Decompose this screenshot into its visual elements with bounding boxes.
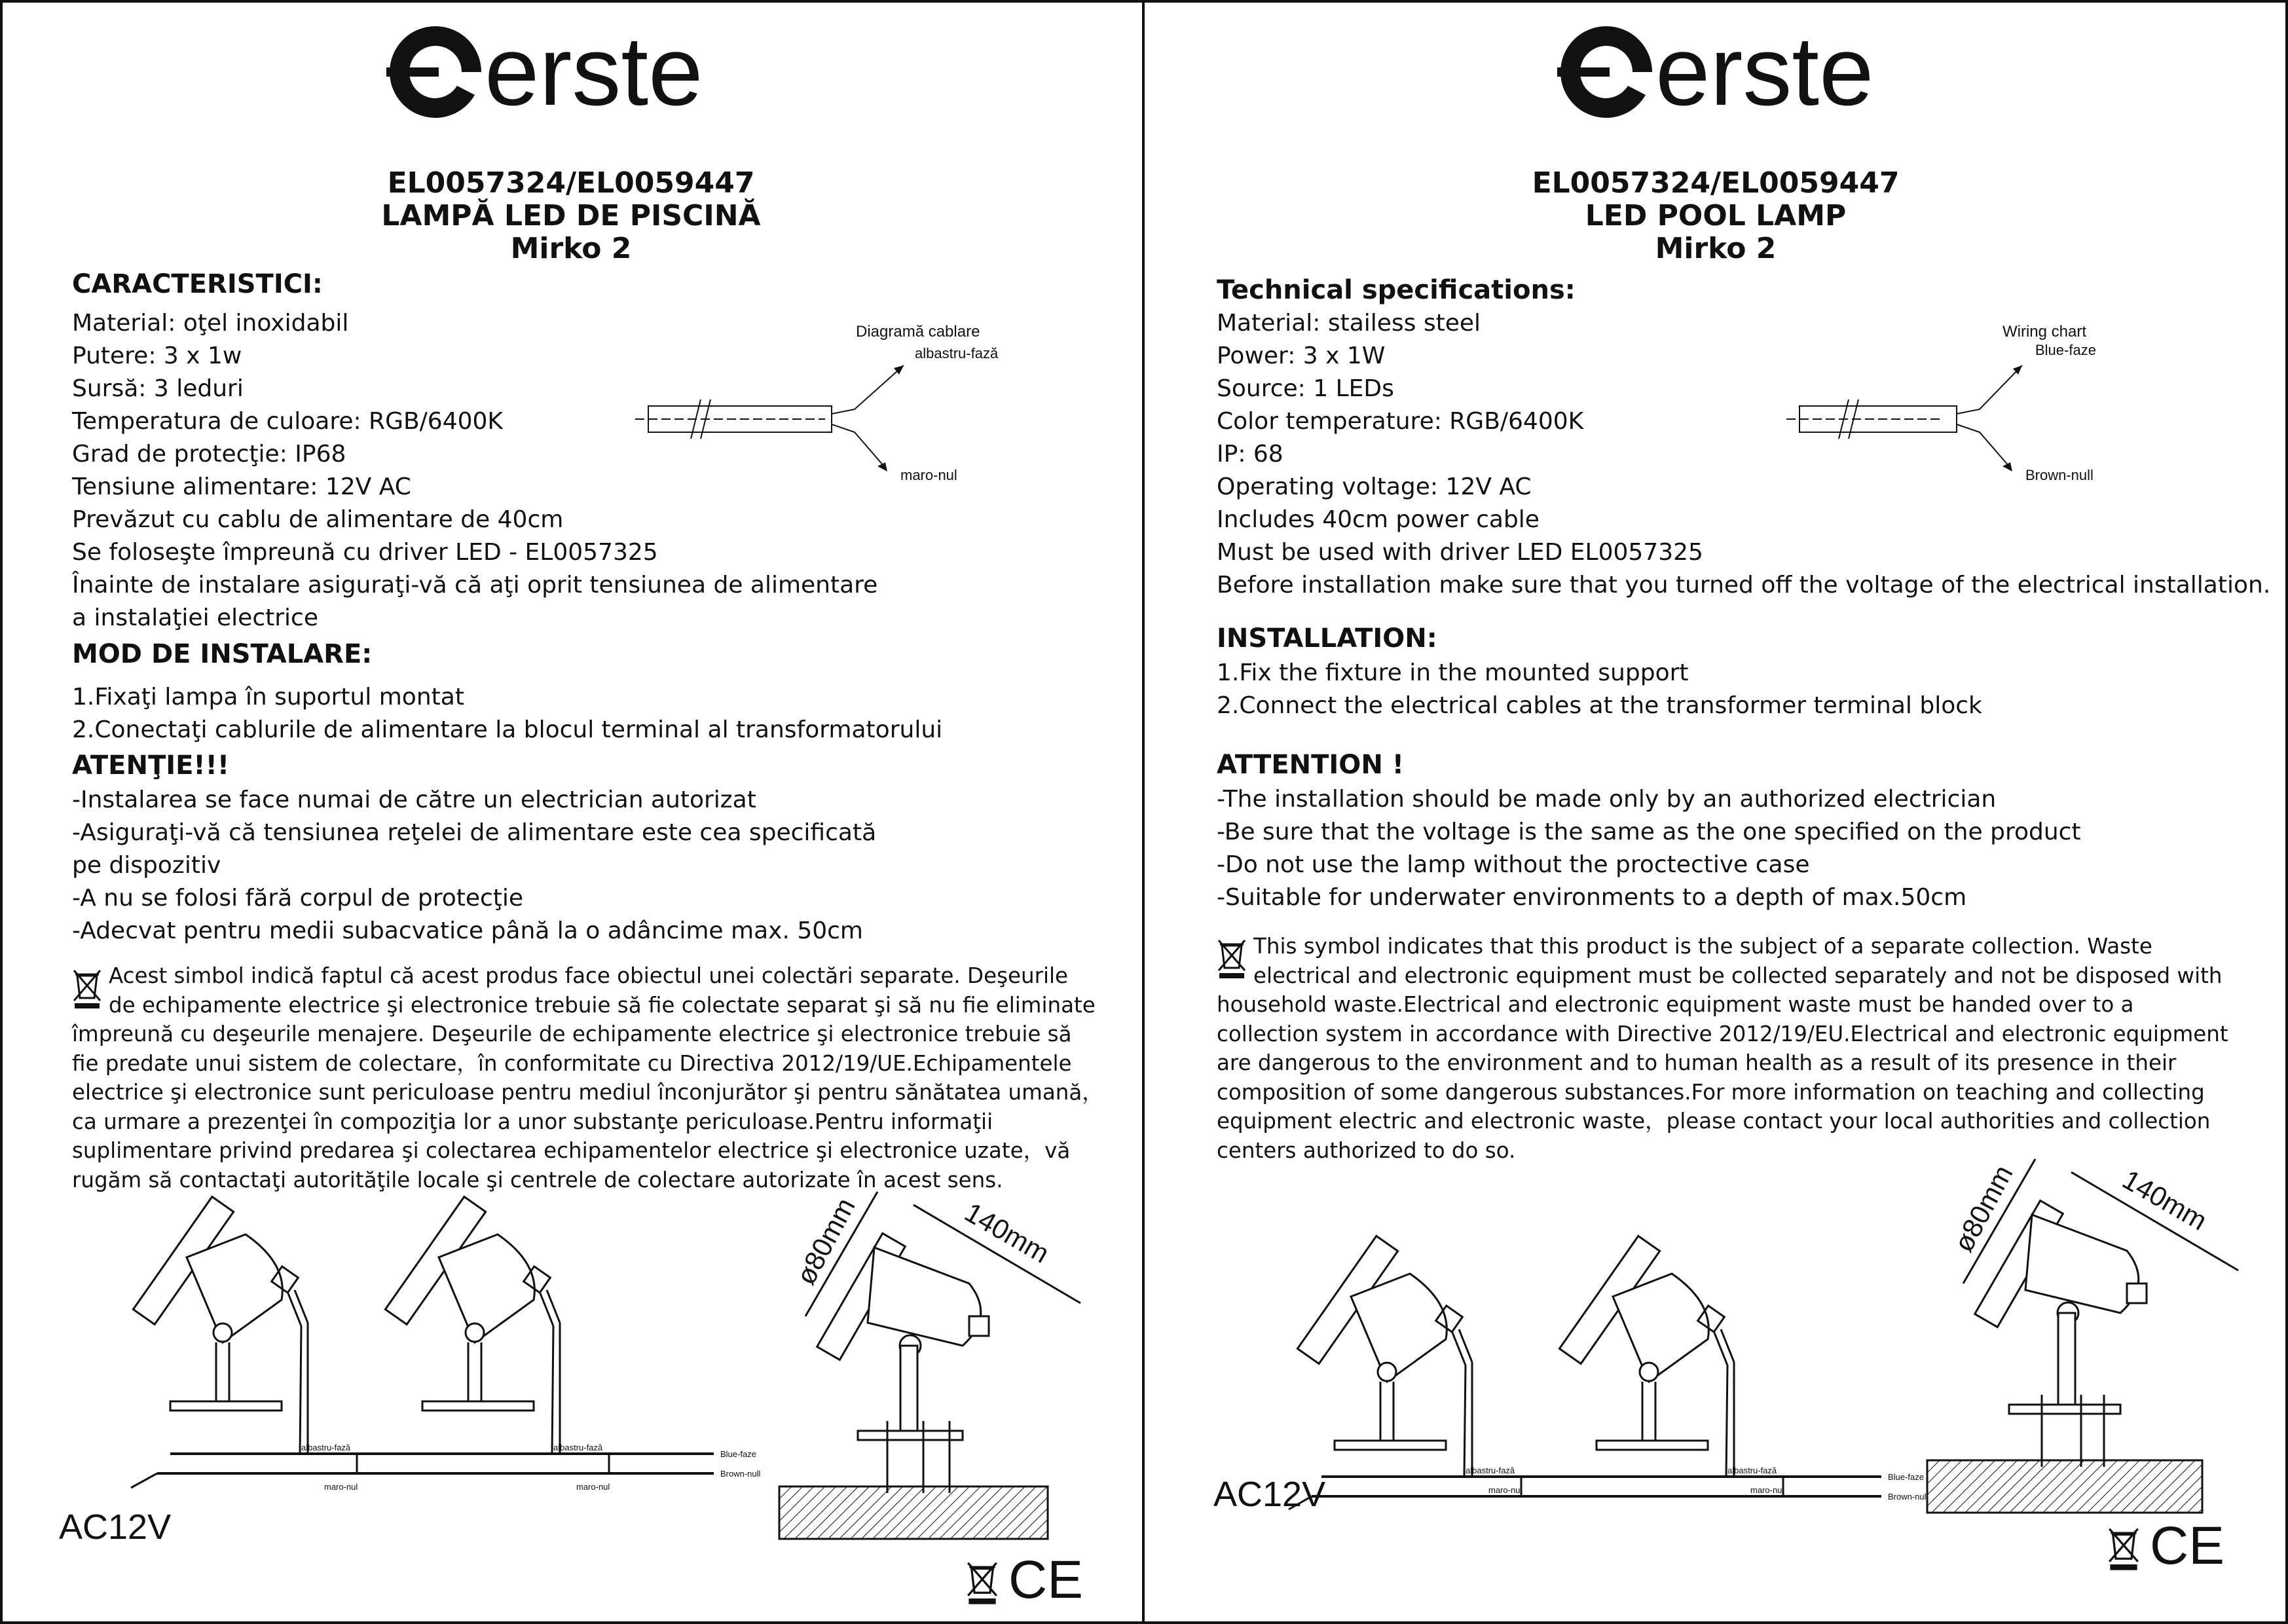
weee-line: are dangerous to the environment and to human health as a result of its presence in their — [1217, 1050, 2177, 1075]
brand-logo — [1557, 23, 2016, 121]
install-step: 1.Fix the fixture in the mounted support — [1217, 659, 1689, 686]
attention-item: pe dispozitiv — [72, 852, 221, 879]
spec-item: Grad de protecţie: IP68 — [72, 441, 346, 468]
supply-voltage-label: AC12V — [1213, 1475, 1326, 1514]
spec-heading: CARACTERISTICI: — [72, 269, 323, 299]
weee-line: ca urmare a prezenţei în compoziţia lor a unor substanţe periculoase.Pentru informaţii — [72, 1109, 993, 1134]
wire-label: albastru-fază — [1466, 1466, 1515, 1475]
spec-item: Putere: 3 x 1w — [72, 342, 242, 369]
weee-line: electrical and electronic equipment must be collected separately and not be disposed with — [1253, 963, 2223, 988]
spec-item: Material: stailess steel — [1217, 310, 1481, 337]
dimension-length: 140mm — [959, 1196, 1055, 1269]
brand-wordmark: erste — [485, 23, 703, 121]
spec-item: Power: 3 x 1W — [1217, 342, 1386, 369]
weee-notice — [1217, 932, 2228, 1165]
wiring-chart-title: Diagramă cablare — [856, 323, 980, 341]
spec-item: Sursă: 3 leduri — [72, 375, 244, 402]
spec-item: Material: oţel inoxidabil — [72, 310, 349, 337]
spec-item: IP: 68 — [1217, 441, 1283, 468]
weee-line: Acest simbol indică faptul că acest produs face obiectul unei colectări separate. Deşeurile — [109, 963, 1069, 988]
line-label-brown: Brown-null — [1888, 1492, 1928, 1502]
spec-item: Prevăzut cu cablu de alimentare de 40cm — [72, 506, 564, 533]
weee-line: composition of some dangerous substances.For more information on teaching and collecting — [1217, 1079, 2205, 1105]
wire-neutral-label: maro-nul — [900, 467, 957, 483]
ce-mark: CE — [1008, 1550, 1083, 1610]
spec-item: Înainte de instalare asiguraţi-vă că aţi oprit tensiunea de alimentare — [72, 572, 878, 599]
wire-label: albastru-fază — [1727, 1466, 1777, 1475]
spec-item: Temperatura de culoare: RGB/6400K — [72, 408, 504, 435]
wire-label: maro-nul — [1750, 1485, 1784, 1495]
attention-item: -The installation should be made only by an authorized electrician — [1217, 786, 1997, 813]
spec-item: Se foloseşte împreună cu driver LED - EL0057325 — [72, 539, 658, 566]
attention-item: -Adecvat pentru medii subacvatice până la o adâncime max. 50cm — [72, 917, 864, 944]
product-name: LAMPĂ LED DE PISCINĂ — [381, 199, 761, 232]
weee-line: împreună cu deşeurile menajere. Deşeurile de echipamente electrice şi electronice trebuie să — [72, 1022, 1072, 1046]
lamp-illustration — [385, 1197, 560, 1411]
panel-english — [1145, 0, 2287, 1624]
attention-item: -Asiguraţi-vă că tensiunea reţelei de alimentare este cea specificată — [72, 819, 877, 846]
panel-romanian — [0, 0, 1142, 1624]
dimension-diameter: ø80mm — [1947, 1160, 2019, 1257]
wire-label: maro-nul — [576, 1482, 610, 1492]
wiring-chart — [629, 314, 1022, 498]
install-heading: MOD DE INSTALARE: — [72, 639, 373, 669]
product-model: Mirko 2 — [510, 232, 632, 265]
install-heading: INSTALLATION: — [1217, 623, 1437, 654]
dimension-length: 140mm — [2117, 1164, 2213, 1236]
product-model: Mirko 2 — [1655, 232, 1777, 265]
product-code: EL0057324/EL0059447 — [387, 166, 755, 200]
weee-line: suplimentare privind predarea şi colectarea echipamentelor electrice şi electronice uzate，vă — [72, 1138, 1071, 1163]
lamp-illustration — [1559, 1236, 1734, 1450]
spec-item: Must be used with driver LED EL0057325 — [1217, 539, 1703, 566]
lamp-illustration — [133, 1197, 308, 1411]
weee-line: de echipamente electrice şi electronice trebuie să fie colectate separat şi să nu fie eliminate — [109, 992, 1096, 1018]
wire-phase-label: Blue-faze — [2035, 342, 2096, 358]
attention-item: -A nu se folosi fără corpul de protecţie — [72, 885, 524, 912]
spec-item: a instalaţiei electrice — [72, 604, 318, 631]
wire-label: albastru-fază — [553, 1443, 603, 1452]
install-step: 2.Conectaţi cablurile de alimentare la blocul terminal al transformatorului — [72, 716, 943, 743]
weee-line: This symbol indicates that this product is the subject of a separate collection. Waste — [1253, 934, 2152, 959]
install-step: 2.Connect the electrical cables at the transformer terminal block — [1217, 692, 1982, 719]
spec-item: Color temperature: RGB/6400K — [1217, 408, 1584, 435]
weee-bin-icon — [2107, 1524, 2140, 1572]
line-label-blue: Blue-faze — [1888, 1472, 1924, 1482]
attention-item: -Be sure that the voltage is the same as the one specified on the product — [1217, 819, 2081, 845]
weee-line: household waste.Electrical and electronic equipment waste must be handed over to a — [1217, 992, 2134, 1017]
attention-item: -Do not use the lamp without the proctective case — [1217, 851, 1810, 878]
weee-line: electrice şi electronice sunt periculoase pentru mediul înconjurător şi pentru sănătatea umană， — [72, 1080, 1103, 1105]
line-label-brown: Brown-null — [720, 1469, 761, 1479]
wiring-chart-title: Wiring chart — [2002, 323, 2087, 341]
weee-line: centers authorized to do so. — [1217, 1137, 1516, 1163]
spec-item: Operating voltage: 12V AC — [1217, 473, 1532, 500]
ce-mark: CE — [2150, 1516, 2224, 1576]
install-steps — [1217, 657, 1982, 722]
ground-hatch — [1927, 1460, 2202, 1513]
attention-list — [1217, 783, 2081, 914]
installation-drawing — [59, 1185, 1107, 1552]
ground-hatch — [779, 1486, 1048, 1539]
brand-logo — [386, 23, 845, 121]
wire-label: maro-nul — [1488, 1485, 1522, 1495]
spec-item: Before installation make sure that you turned off the voltage of the electrical installation. — [1217, 572, 2271, 599]
spec-item: Tensiune alimentare: 12V AC — [72, 473, 411, 500]
product-name: LED POOL LAMP — [1585, 199, 1847, 232]
weee-line: fie predate unui sistem de colectare，în conformitate cu Directiva 2012/19/UE.Echipamentele — [72, 1050, 1072, 1076]
install-steps — [72, 681, 942, 747]
install-step: 1.Fixaţi lampa în suportul montat — [72, 684, 464, 710]
attention-heading: ATTENTION ! — [1217, 750, 1404, 780]
wire-label: maro-nul — [324, 1482, 358, 1492]
wire-label: albastru-fază — [301, 1443, 351, 1452]
line-label-blue: Blue-faze — [720, 1449, 756, 1459]
brand-wordmark: erste — [1655, 23, 1874, 121]
attention-item: -Suitable for underwater environments to a depth of max.50cm — [1217, 884, 1967, 911]
weee-line: rugăm să contactaţi autorităţile locale şi centrele de colectare autorizate în acest sens. — [72, 1167, 1003, 1192]
spec-item: Source: 1 LEDs — [1217, 375, 1394, 402]
lamp-side-view — [1975, 1200, 2147, 1467]
weee-line: collection system in accordance with Directive 2012/19/EU.Electrical and electronic equipment — [1217, 1021, 2228, 1046]
weee-bin-icon — [966, 1559, 999, 1606]
lamp-illustration — [1297, 1236, 1472, 1450]
product-code: EL0057324/EL0059447 — [1532, 166, 1900, 200]
weee-notice — [72, 961, 1103, 1194]
wiring-chart — [1786, 314, 2114, 498]
attention-item: -Instalarea se face numai de către un electrician autorizat — [72, 786, 756, 813]
attention-heading: ATENŢIE!!! — [72, 750, 230, 781]
wire-phase-label: albastru-fază — [915, 345, 999, 361]
supply-voltage-label: AC12V — [59, 1507, 172, 1547]
spec-item: Includes 40cm power cable — [1217, 506, 1540, 533]
installation-drawing — [1213, 1153, 2261, 1519]
spec-heading: Technical specifications: — [1217, 275, 1576, 305]
attention-list — [72, 784, 876, 948]
dimension-diameter: ø80mm — [790, 1192, 861, 1290]
lamp-side-view — [817, 1233, 989, 1493]
weee-line: equipment electric and electronic waste，please contact your local authorities and collection — [1217, 1109, 2211, 1134]
wire-neutral-label: Brown-null — [2025, 467, 2094, 483]
